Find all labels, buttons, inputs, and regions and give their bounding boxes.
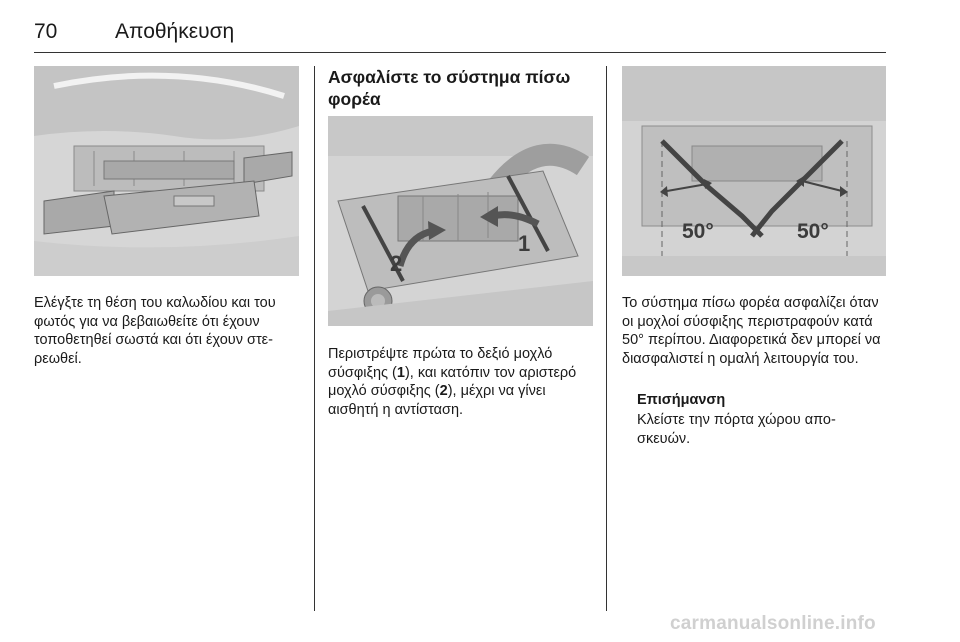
lever-ref-one: 1 bbox=[396, 364, 405, 381]
lever-ref-two: 2 bbox=[439, 383, 448, 399]
column-divider-left bbox=[314, 66, 315, 611]
section-title: Αποθήκευση bbox=[115, 20, 235, 43]
clamping-levers-illustration bbox=[328, 116, 593, 326]
angle-label-right: 50° bbox=[797, 220, 829, 243]
column1-paragraph: Ελέγξτε τη θέση του καλωδίου και του φωτός για να βεβαιωθείτε ότι έχουν τοποθετηθεί σωστά και ότι έχουν στερεωθεί. bbox=[34, 295, 276, 367]
lever-label-two: 2 bbox=[390, 251, 403, 276]
watermark-link[interactable]: carmanualsonline.info bbox=[670, 613, 876, 634]
section-heading: Ασφαλίστε το σύστημα πίσω φορέα bbox=[328, 67, 571, 109]
instruction-part-1: Περιστρέψτε πρώτα το δεξιό μοχλό σύσφιξης ( bbox=[328, 346, 553, 381]
column-divider-right bbox=[606, 66, 607, 611]
lever-angle-illustration bbox=[622, 66, 886, 276]
instruction-part-2: ), και κατόπιν τον αριστερό μοχλό σύσφιξης ( bbox=[328, 364, 577, 399]
lever-label-one: 1 bbox=[518, 231, 531, 256]
column3-paragraph: Το σύστημα πίσω φορέα ασφαλίζει όταν οι μοχλοί σύσφιξης περιστραφούν κατά 50° περίπου. Διαφορετικά δεν μπορεί να διασφαλιστεί η ομαλή λειτουργία του. bbox=[622, 295, 881, 367]
page-number: 70 bbox=[34, 20, 58, 43]
note-title: Επισήμανση bbox=[637, 392, 726, 408]
angle-label-left: 50° bbox=[682, 220, 714, 243]
column2-paragraph bbox=[328, 345, 598, 419]
note-body: Κλείστε την πόρτα χώρου αποσκευών. bbox=[637, 412, 836, 447]
instruction-part-3: ), μέχρι να γίνει αισθητή η αντίσταση. bbox=[328, 383, 546, 418]
carrier-bumper-illustration bbox=[34, 66, 299, 276]
page-header bbox=[34, 20, 886, 53]
